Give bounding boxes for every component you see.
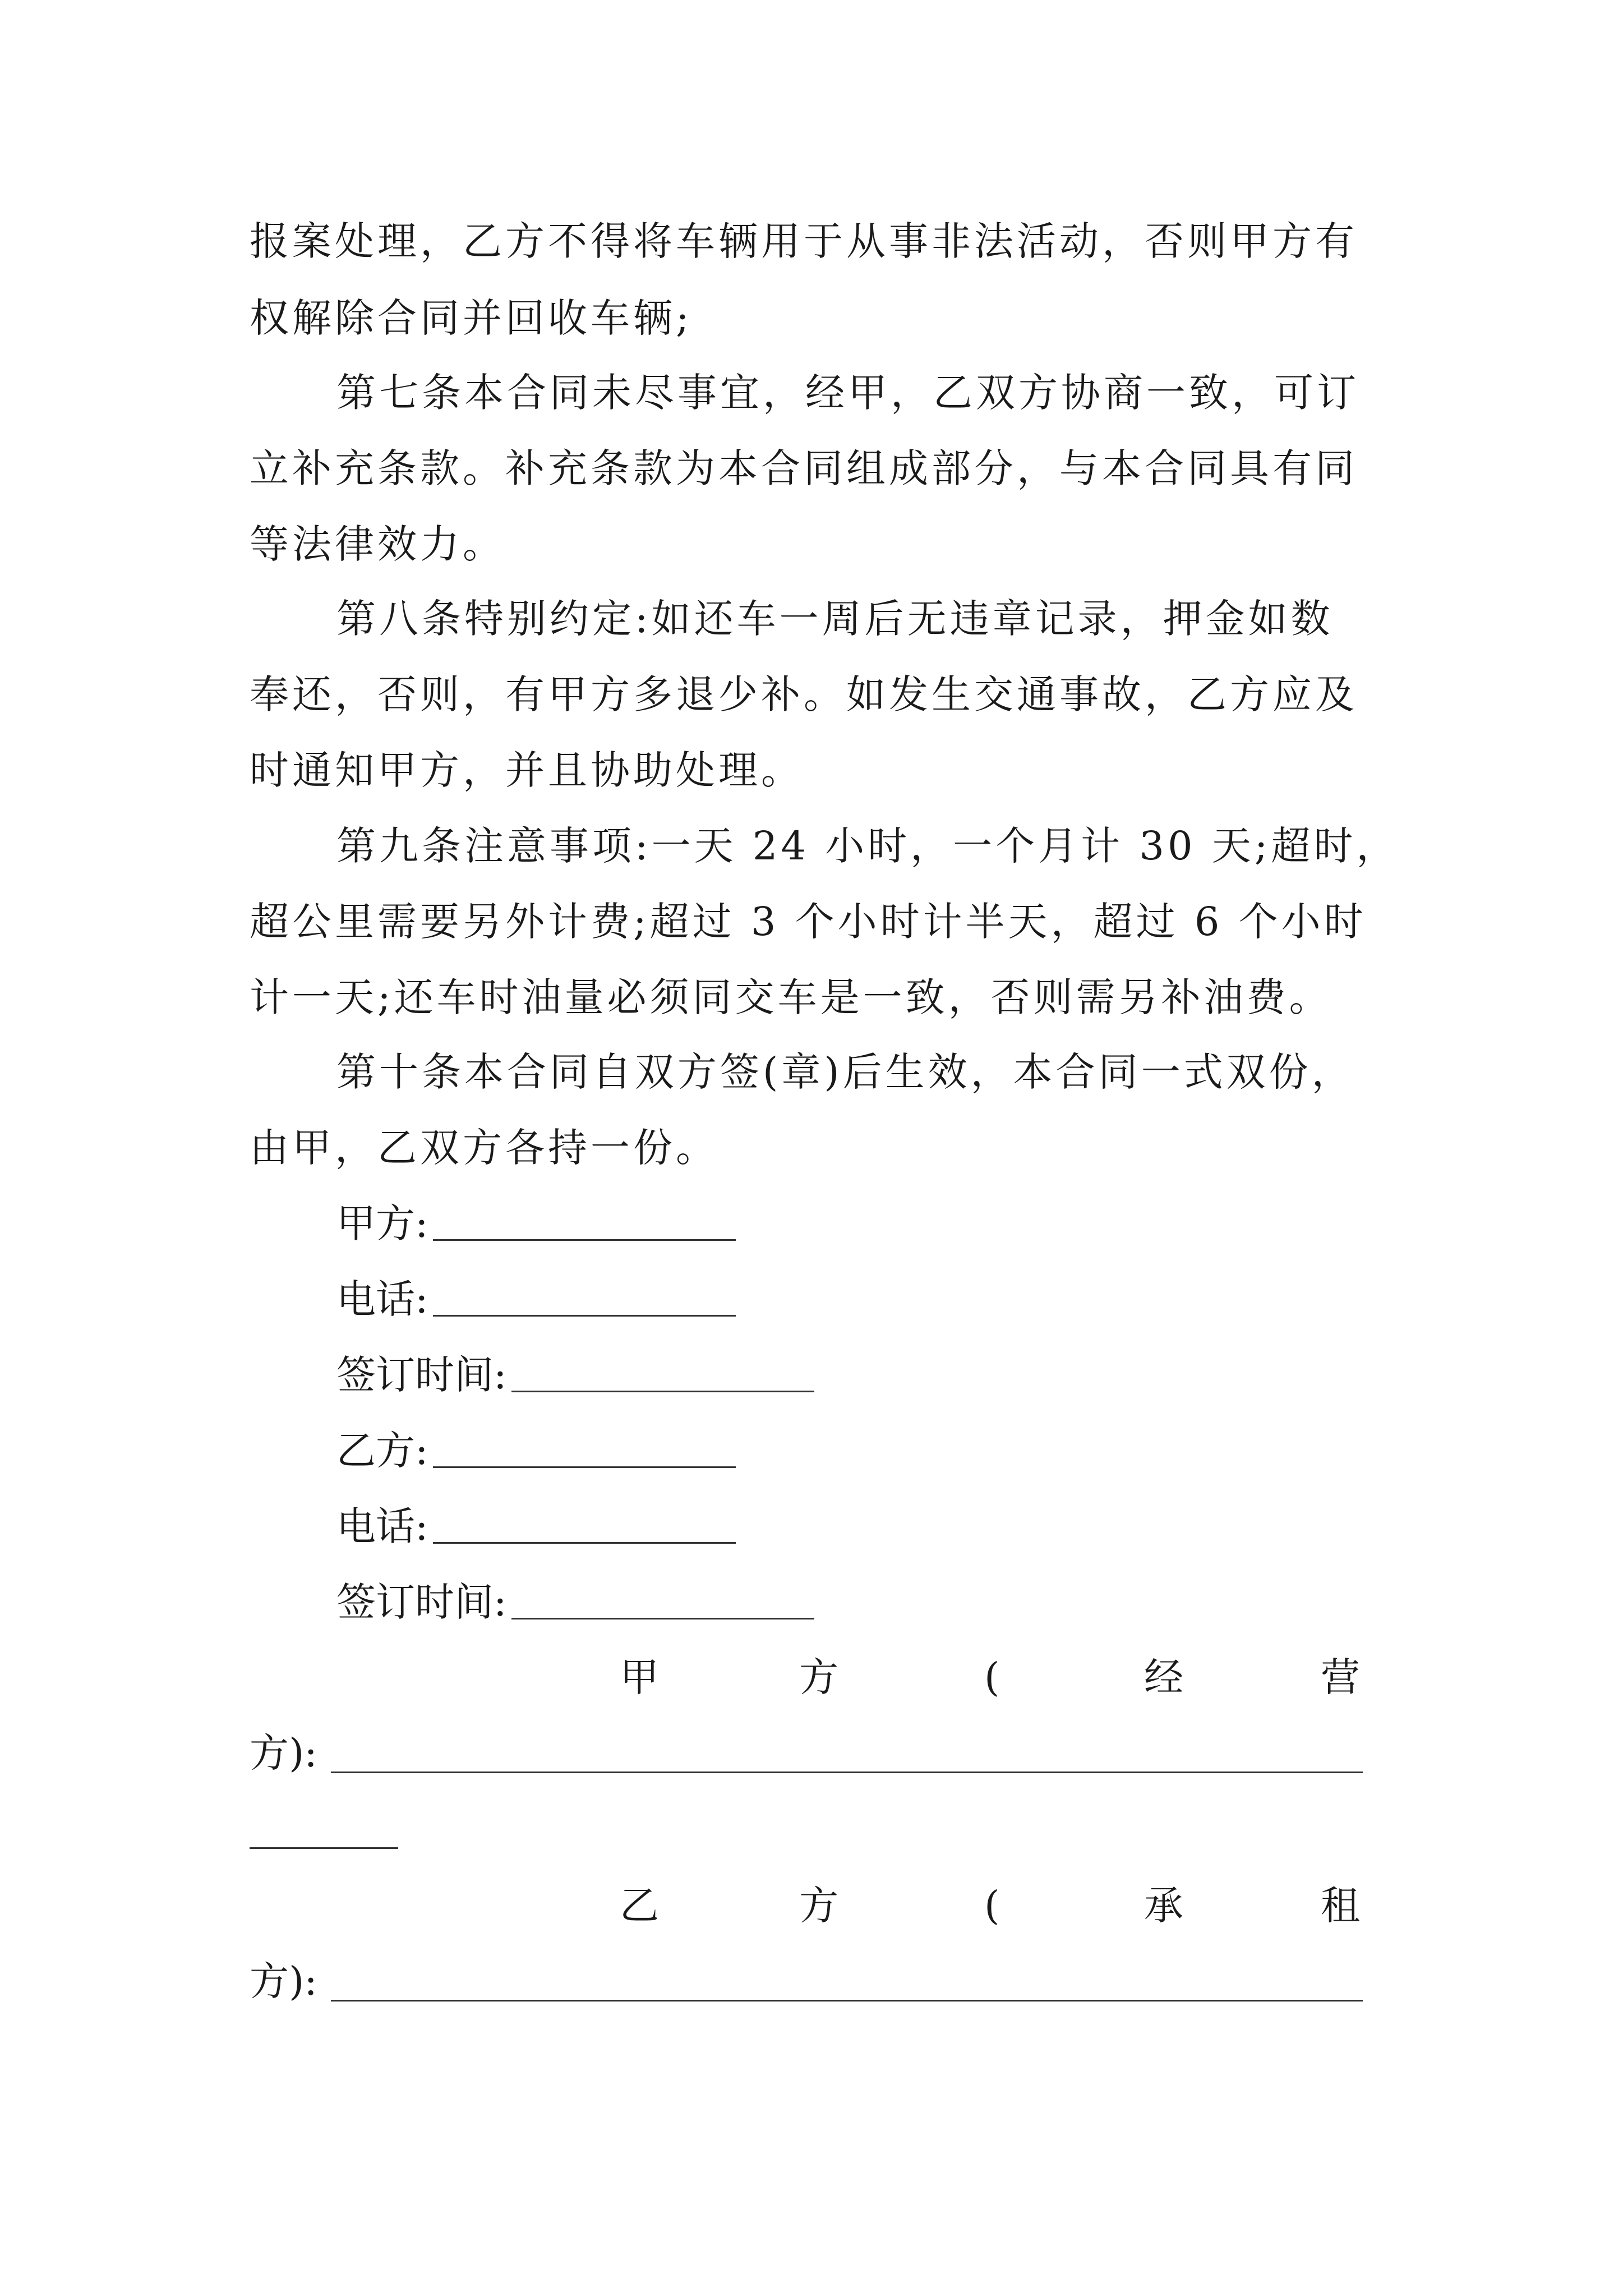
date-b-blank (511, 1618, 814, 1619)
party-b-label: 乙方: (336, 1428, 428, 1474)
text-line: 第九条注意事项:一天 24 小时，一个月计 30 天;超时， (336, 823, 1399, 869)
date-a-row (336, 1352, 814, 1398)
operator-char: 营 (1321, 1654, 1360, 1700)
lessee-signature-line (331, 2000, 1363, 2001)
phone-b-row (336, 1503, 736, 1549)
text-line: 奉还，否则，有甲方多退少补。如发生交通事故，乙方应及 (250, 671, 1358, 717)
text-line: 第七条本合同未尽事宜，经甲，乙双方协商一致，可订 (336, 370, 1359, 416)
text-line: 立补充条款。补充条款为本合同组成部分，与本合同具有同 (250, 445, 1358, 491)
phone-b-label: 电话: (336, 1503, 428, 1549)
lessee-tail: 方): (250, 1958, 317, 2004)
party-b-row (336, 1428, 736, 1474)
operator-char: 方 (799, 1654, 838, 1700)
text-line: 权解除合同并回收车辆; (250, 295, 693, 341)
date-b-row (336, 1579, 814, 1625)
party-a-label: 甲方: (336, 1200, 428, 1246)
phone-a-label: 电话: (336, 1276, 428, 1322)
date-a-blank (511, 1391, 814, 1392)
party-a-row (336, 1200, 736, 1246)
operator-char: 甲 (620, 1654, 659, 1700)
phone-b-blank (433, 1542, 736, 1544)
text-line: 第十条本合同自双方签(章)后生效，本合同一式双份， (336, 1049, 1354, 1095)
lessee-char: 承 (1144, 1883, 1183, 1929)
lessee-char: 方 (799, 1883, 838, 1929)
operator-signature-line (331, 1772, 1363, 1773)
operator-char: 经 (1144, 1654, 1183, 1700)
text-line: 时通知甲方，并且协助处理。 (250, 747, 804, 793)
lessee-char: 租 (1321, 1883, 1360, 1929)
text-line: 计一天;还车时油量必须同交车是一致，否则需另补油费。 (250, 974, 1332, 1020)
phone-a-blank (433, 1315, 736, 1317)
phone-a-row (336, 1276, 736, 1322)
party-b-blank (433, 1466, 736, 1468)
operator-signature-line-continued (250, 1847, 398, 1849)
text-line: 超公里需要另外计费;超过 3 个小时计半天，超过 6 个小时 (250, 899, 1367, 945)
text-line: 由甲，乙双方各持一份。 (250, 1125, 718, 1171)
operator-char: ( (984, 1654, 1000, 1700)
operator-tail: 方): (250, 1730, 317, 1776)
party-a-blank (433, 1239, 736, 1241)
text-line: 第八条特别约定:如还车一周后无违章记录，押金如数 (336, 596, 1334, 642)
lessee-char: 乙 (620, 1883, 659, 1929)
text-line: 报案处理，乙方不得将车辆用于从事非法活动，否则甲方有 (250, 218, 1358, 264)
date-b-label: 签订时间: (336, 1579, 507, 1625)
date-a-label: 签订时间: (336, 1352, 507, 1398)
text-line: 等法律效力。 (250, 521, 505, 567)
lessee-char: ( (984, 1883, 1000, 1929)
